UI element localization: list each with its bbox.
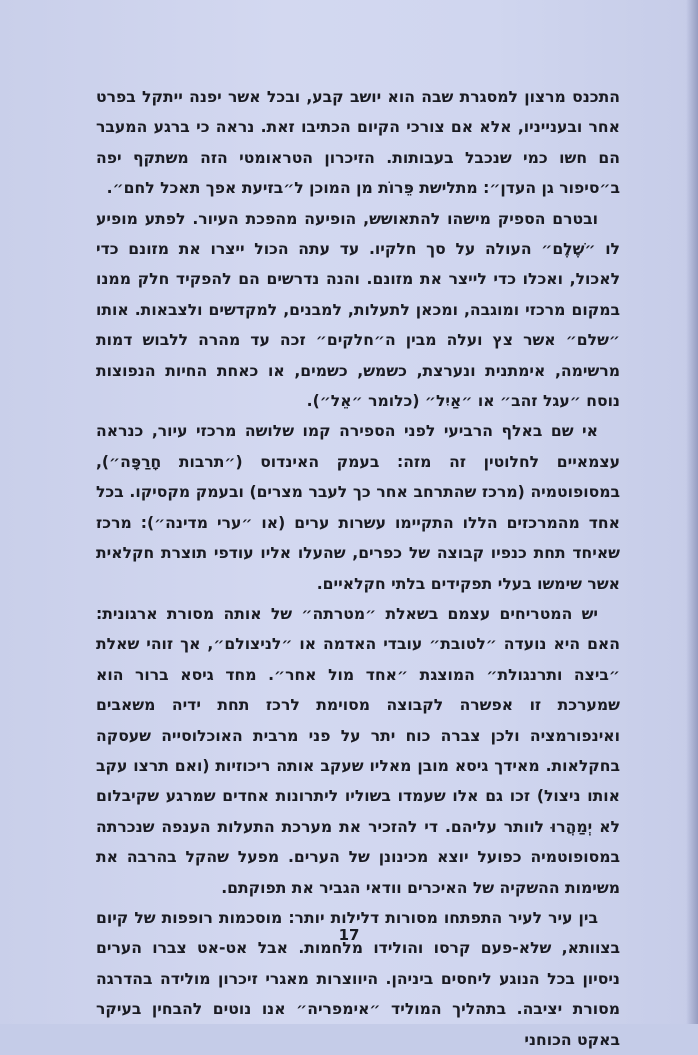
paragraph-1: התכנס מרצון למסגרת שבה הוא יושב קבע, ובכל אשר יפנה ייתקל בפרט אחר ובענייניו, אלא אם צורכי הקיום הכתיבו זאת. נראה כי ברגע המעבר הם חשו כמי שנכבל בעבותות. הזיכרון הטראומטי הזה משתקף יפה ב״סיפור גן העדן״: מתלישת פֵּרוֹת מן המוכן ל״בזיעת אפך תאכל לחם״. [96, 88, 620, 198]
paragraph-5: בין עיר לעיר התפתחו מסורות דלילות יותר: מוסכמות רופפות של קיום בצוותא, שלא-פעם קרסו והולידו מלחמות. אבל אט-אט צברו הערים ניסיון בכל הנוגע ליחסים ביניהן. היווצרות מאגרי זיכרון מולידה בהדרגה מסורת יציבה. בתהליך המוליד ״אימפריה״ אנו נוטים להבחין בעיקר באקט הכוחני [96, 908, 620, 1049]
body-text [96, 82, 620, 1055]
paragraph-2: ובטרם הספיק מישהו להתאושש, הופיעה מהפכת העיור. לפתע מופיע לו ״שֶׁלֶם״ העולה על סך חלקיו. עד עתה הכול ייצרו את מזונם כדי לאכול, ואכלו כדי לייצר את מזונם. והנה נדרשים הם להפקיד חלק ממנו במקום מרכזי ומוגבה, ומכאן לתעלות, למבנים, למקדשים ולצבאות. אותו ״שלם״ אשר צץ ועלה מבין ה״חלקים״ זכה עד מהרה ללבוש דמות מרשימה, אימתנית ונערצת, כשמש, כשמים, או כאחת החיות הנפוצות נוסח ״עגל זהב״ או ״אַיִל״ (כלומר ״אֵל״). [96, 209, 620, 411]
page-number: 17 [338, 926, 360, 944]
paragraph-3: אי שם באלף הרביעי לפני הספירה קמו שלושה מרכזי עיור, כנראה עצמאיים לחלוטין זה מזה: בעמק האינדוס (״תרבות חָרַפָּה״), במסופוטמיה (מרכז שהתרחב אחר כך לעבר מצרים) ובעמק מקסיקו. בכל אחד מהמרכזים הללו התקיימו עשרות ערים (או ״ערי מדינה״): מרכז שאיחד תחת כנפיו קבוצה של כפרים, שהעלו אליו עודפי תוצרת חקלאית אשר שימשו בעלי תפקידים בלתי חקלאיים. [96, 422, 620, 593]
page-spine-shadow [686, 0, 698, 1024]
paragraph-4: יש המטריחים עצמם בשאלת ״מטרתה״ של אותה מסורת ארגונית: האם היא נועדה ״לטובת״ עובדי האדמה או ״לניצולם״, אך זוהי שאלת ״ביצה ותרנגולת״ המוצגת ״אחד מול אחר״. מחד גיסא ברור הוא שמערכת זו אפשרה לקבוצה מסוימת לרכז תחת ידיה משאבים ואינפורמציה ולכן צברה כוח יתר על פני מרבית האוכלוסייה שעסקה בחקלאות. מאידך גיסא מובן מאליו שעקב אותה ריכוזיות (ואם תרצו עקב אותו ניצול) זכו גם אלו שעמדו בשוליו ליתרונות אחדים שמרגע שקיבלום לא יְמַהֲרוּ לוותר עליהם. די להזכיר את מערכת התעלות הענפה שנכרתה במסופוטמיה כפועל יוצא מכינונן של הערים. מפעל שהקל בהרבה את משימות ההשקיה של האיכרים וודאי הגביר את תפוקתם. [96, 604, 620, 897]
